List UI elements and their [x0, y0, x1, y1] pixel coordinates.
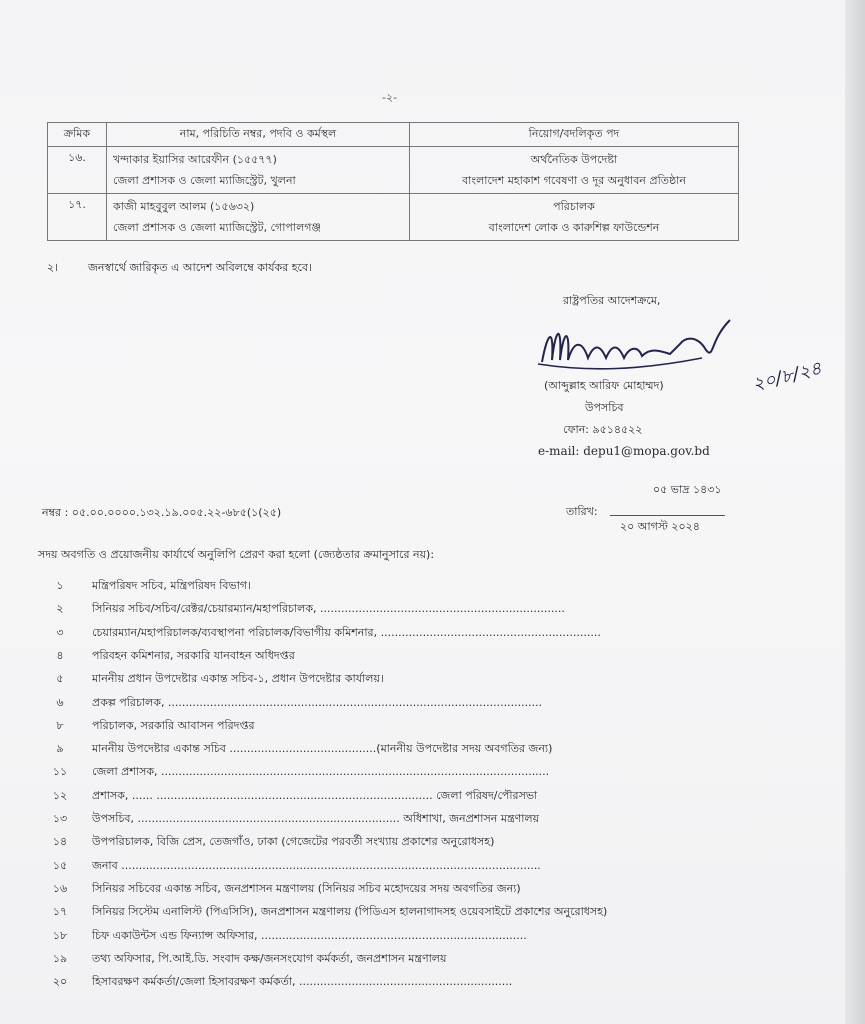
- para-2-text: জনস্বার্থে জারিকৃত এ আদেশ অবিলম্বে কার্যকর হবে।: [88, 261, 313, 274]
- list-item-text: সিনিয়র সিস্টেম এনালিস্ট (পিএসিসি), জনপ্রশাসন মন্ত্রণালয় (পিডিএস হালনাগাদসহ ওয়েবসাইটে প্রকাশের অনুরোধসহ): [92, 905, 608, 919]
- list-item: [40, 927, 730, 949]
- header-name: নাম, পরিচিতি নম্বর, পদবি ও কর্মস্থল: [107, 123, 410, 147]
- list-item-number: ১: [56, 579, 64, 592]
- list-item: [40, 787, 730, 809]
- list-item-text: মাননীয় প্রধান উপদেষ্টার একান্ত সচিব-১, প্রধান উপদেষ্টার কার্যালয়।: [92, 672, 384, 686]
- list-item-number: ১৪: [52, 835, 68, 849]
- signatory-designation: উপসচিব: [585, 401, 624, 414]
- signature-date: ২০/৮/২৪: [750, 357, 824, 396]
- row-serial: ১৭.: [48, 194, 107, 241]
- list-item-text: উপসচিব, ........................................................................... অধিশাখা, জনপ্রশাসন মন্ত্রণালয়: [92, 812, 540, 825]
- list-item-number: ১৩: [52, 812, 68, 825]
- list-item-number: ২: [56, 602, 64, 616]
- memo-number: নম্বর : ০৫.০০.০০০০.১৩২.১৯.০০৫.২২-৬৮৫(১(২৫): [42, 506, 282, 519]
- table-row: [48, 147, 739, 194]
- list-item-number: ১২: [52, 788, 68, 802]
- list-item-number: ৩: [56, 625, 64, 639]
- list-item-text: মাননীয় উপদেষ্টার একান্ত সচিব ..........................................(মাননীয় উপদেষ্টার সদয় অবগতির জন্য): [92, 742, 553, 756]
- list-item: [40, 740, 730, 762]
- list-item: [40, 763, 730, 785]
- row-new-post-cell: [410, 194, 739, 241]
- list-item-text: জেলা প্রশাসক, ...............................................................................................................: [92, 765, 550, 779]
- row-name-cell: [107, 147, 410, 194]
- table-header-row: [48, 123, 739, 147]
- header-serial: ক্রমিক: [48, 123, 107, 147]
- page-number: -২-: [382, 91, 398, 104]
- list-item: [40, 670, 730, 692]
- row-new-org: বাংলাদেশ লোক ও কারুশিল্প ফাউন্ডেশন: [488, 221, 660, 234]
- list-item-number: ৪: [56, 648, 64, 662]
- list-item-number: ৬: [56, 695, 64, 709]
- row-serial: ১৬.: [48, 147, 107, 194]
- list-item: [40, 880, 730, 902]
- row-new-post-cell: [410, 147, 739, 194]
- row-current-post: জেলা প্রশাসক ও জেলা ম্যাজিস্ট্রেট, গোপালগঞ্জ: [113, 221, 321, 234]
- list-item-text: জনাব ........................................................................................................................: [92, 858, 541, 872]
- list-item-number: ১৬: [52, 881, 68, 895]
- signatory-email: e-mail: depu1@mopa.gov.bd: [538, 444, 710, 458]
- list-item-text: চিফ একাউন্টস এন্ড ফিন্যান্স অফিসার, ............................................................................: [92, 928, 527, 942]
- transfer-table: [47, 122, 739, 241]
- list-item: [40, 833, 730, 855]
- row-new-post: পরিচালক: [553, 200, 595, 213]
- list-item: [40, 973, 730, 995]
- para-2-number: ২।: [47, 261, 59, 274]
- list-item-number: ১৫: [52, 858, 68, 872]
- list-item-text: উপপরিচালক, বিজি প্রেস, তেজগাঁও, ঢাকা (গেজেটের পরবর্তী সংখ্যায় প্রকাশের অনুরোধসহ): [92, 835, 495, 849]
- row-name: খন্দাকার ইয়াসির আরেফীন (১৫৫৭৭): [113, 153, 277, 166]
- list-item: [40, 624, 730, 646]
- list-item: [40, 950, 730, 972]
- memo-date-gregorian: ২০ আগস্ট ২০২৪: [620, 520, 700, 533]
- list-item-text: সিনিয়র সচিবের একান্ত সচিব, জনপ্রশাসন মন্ত্রণালয় (সিনিয়র সচিব মহোদয়ের সদয় অবগতির জন্য): [92, 881, 521, 895]
- row-new-org: বাংলাদেশ মহাকাশ গবেষণা ও দূর অনুধাবন প্রতিষ্ঠান: [462, 174, 686, 187]
- list-item-number: ১৭: [52, 905, 68, 919]
- signatory-name: (আব্দুল্লাহ আরিফ মোহাম্মদ): [544, 379, 664, 392]
- table-row: [48, 194, 739, 241]
- list-item: [40, 903, 730, 925]
- date-divider: [610, 515, 725, 516]
- list-item-text: চেয়ারম্যান/মহাপরিচালক/ব্যবস্থাপনা পরিচালক/বিভাগীয় কমিশনার, ...............................................................: [92, 625, 601, 639]
- header-new-post: নিয়োগ/বদলিকৃত পদ: [410, 123, 739, 147]
- list-item-text: সিনিয়র সচিব/সচিব/রেক্টর/চেয়ারম্যান/মহাপরিচালক, ......................................................................: [92, 602, 565, 616]
- list-item: [40, 857, 730, 879]
- list-item-number: ১৮: [52, 928, 68, 942]
- list-item-number: ১১: [52, 765, 68, 779]
- row-name-cell: [107, 194, 410, 241]
- list-item-number: ৮: [56, 718, 64, 732]
- list-item: [40, 600, 730, 622]
- list-item-text: মন্ত্রিপরিষদ সচিব, মন্ত্রিপরিষদ বিভাগ।: [92, 579, 252, 592]
- list-item: [40, 810, 730, 832]
- row-name: কাজী মাহবুবুল আলম (১৫৬৩২): [113, 200, 255, 213]
- list-item-text: তথ্য অফিসার, পি.আই.ডি. সংবাদ কক্ষ/জনসংযোগ কর্মকর্তা, জনপ্রশাসন মন্ত্রণালয়: [92, 951, 447, 965]
- background-edge: [845, 0, 865, 1024]
- list-item-text: হিসাবরক্ষণ কর্মকর্তা/জেলা হিসাবরক্ষণ কর্মকর্তা, .............................................................: [92, 975, 513, 989]
- memo-date-bangla: ০৫ ভাদ্র ১৪৩১: [653, 483, 722, 496]
- list-item-text: পরিবহন কমিশনার, সরকারি যানবাহন অধিদপ্তর: [92, 648, 295, 662]
- row-current-post: জেলা প্রশাসক ও জেলা ম্যাজিস্ট্রেট, খুলনা: [113, 174, 296, 187]
- list-item-text: প্রশাসক, ...... ............................................................................... জেলা পরিষদ/পৌরসভা: [92, 788, 538, 802]
- list-item-number: ৫: [56, 672, 64, 686]
- list-item-number: ১৯: [52, 951, 68, 965]
- list-item-text: পরিচালক, সরকারি আবাসন পরিদপ্তর: [92, 718, 255, 732]
- signatory-phone: ফোন: ৯৫১৪৫২২: [563, 423, 643, 436]
- memo-date-label: তারিখ:: [566, 505, 598, 518]
- row-new-post: অর্থনৈতিক উপদেষ্টা: [530, 153, 618, 166]
- list-item: [40, 647, 730, 669]
- list-item: [40, 694, 730, 716]
- list-item-number: ৯: [56, 742, 64, 756]
- list-item-text: প্রকল্প পরিচালক, ...........................................................................................................: [92, 695, 543, 709]
- list-item: [40, 717, 730, 739]
- copy-intro: সদয় অবগতি ও প্রয়োজনীয় কার্যার্থে অনুলিপি প্রেরণ করা হলো (জ্যেষ্ঠতার ক্রমানুসারে নয়):: [38, 548, 435, 561]
- list-item-number: ২০: [52, 975, 68, 989]
- by-order-text: রাষ্ট্রপতির আদেশক্রমে,: [563, 294, 661, 307]
- list-item: [40, 577, 730, 599]
